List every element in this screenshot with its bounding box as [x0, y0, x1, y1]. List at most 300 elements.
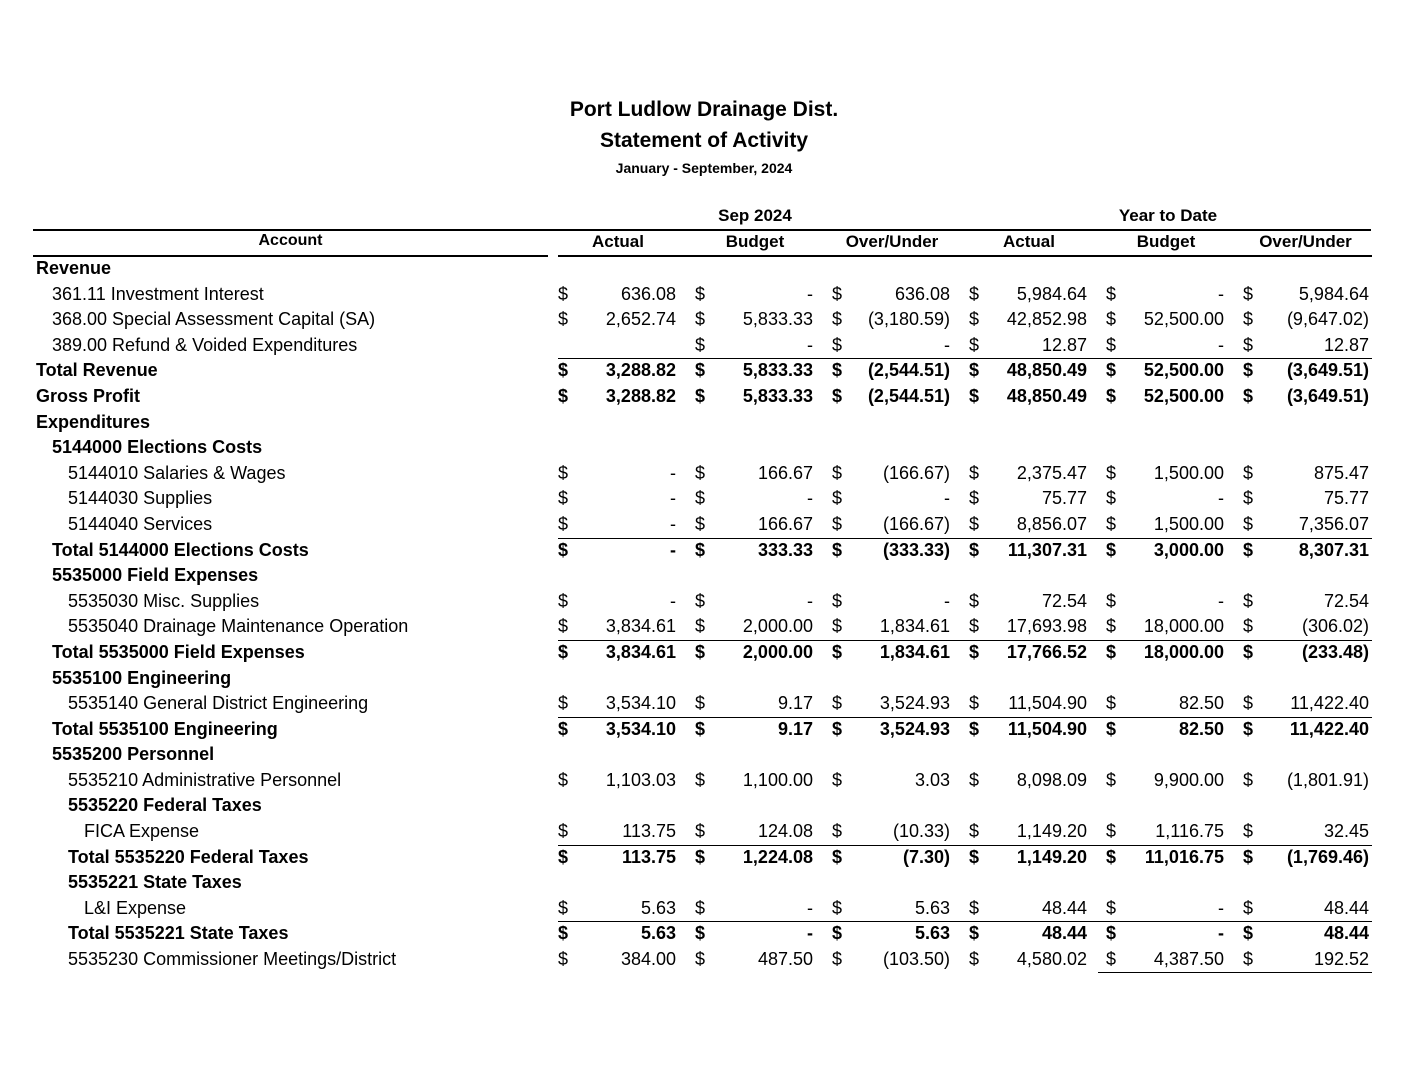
currency-symbol: $: [695, 309, 706, 330]
account-label: Revenue: [36, 258, 112, 278]
currency-symbol: $: [1106, 590, 1117, 611]
cell-month-actual: 3,834.61: [605, 641, 676, 662]
cell-month-actual: -: [670, 462, 676, 483]
currency-symbol: $: [1106, 360, 1117, 381]
currency-symbol: $: [1243, 949, 1254, 970]
account-label: Total 5535100 Engineering: [52, 718, 278, 739]
currency-symbol: $: [1243, 923, 1254, 944]
currency-symbol: $: [1243, 769, 1254, 790]
cell-ytd-actual: 5,984.64: [1016, 283, 1087, 304]
account-label: Expenditures: [36, 411, 151, 432]
cell-month-actual: 3,834.61: [605, 616, 676, 637]
cell-month-budget: -: [807, 923, 813, 944]
group-header-ytd: Year to Date: [1118, 206, 1218, 225]
currency-symbol: $: [1243, 462, 1254, 483]
currency-symbol: $: [695, 693, 706, 714]
cell-ytd-budget: 9,900.00: [1153, 769, 1224, 790]
cell-ytd-actual: 11,504.90: [1007, 718, 1087, 739]
cell-ytd-over-under: 75.77: [1323, 488, 1369, 509]
currency-symbol: $: [1106, 641, 1117, 662]
currency-symbol: $: [695, 590, 706, 611]
cell-month-actual: -: [670, 590, 676, 611]
account-label: 368.00 Special Assessment Capital (SA): [52, 309, 376, 330]
currency-symbol: $: [969, 385, 980, 406]
currency-symbol: $: [1106, 897, 1117, 918]
cell-month-budget: 1,100.00: [742, 769, 813, 790]
cell-month-actual: 1,103.03: [605, 769, 676, 790]
currency-symbol: $: [969, 539, 980, 560]
col-header-ytd-actual: Actual: [1003, 232, 1055, 251]
cell-month-budget: 1,224.08: [742, 846, 813, 867]
cell-ytd-actual: 8,098.09: [1016, 769, 1087, 790]
cell-ytd-budget: 1,500.00: [1153, 513, 1224, 534]
col-header-ytd-budget: Budget: [1136, 232, 1196, 251]
currency-symbol: $: [832, 616, 843, 637]
currency-symbol: $: [969, 616, 980, 637]
col-header-month-budget: Budget: [725, 232, 785, 251]
currency-symbol: $: [558, 616, 569, 637]
currency-symbol: $: [832, 718, 843, 739]
currency-symbol: $: [695, 283, 706, 304]
cell-month-actual: 3,534.10: [605, 693, 676, 714]
cell-month-actual: 2,652.74: [605, 309, 676, 330]
account-label: 5535030 Misc. Supplies: [68, 590, 260, 611]
currency-symbol: $: [695, 718, 706, 739]
cell-ytd-over-under: (1,769.46): [1286, 846, 1369, 867]
cell-ytd-over-under: 7,356.07: [1298, 513, 1369, 534]
cell-month-budget: 166.67: [757, 462, 813, 483]
table-row: [0, 589, 1408, 615]
currency-symbol: $: [1243, 641, 1254, 662]
currency-symbol: $: [1243, 693, 1254, 714]
cell-ytd-over-under: (233.48): [1301, 641, 1369, 662]
cell-month-budget: 2,000.00: [742, 641, 813, 662]
org-name: Port Ludlow Drainage Dist.: [569, 98, 839, 121]
currency-symbol: $: [969, 309, 980, 330]
subtotal-rule: [558, 538, 1372, 539]
cell-month-actual: 636.08: [620, 283, 676, 304]
currency-symbol: $: [832, 309, 843, 330]
currency-symbol: $: [832, 488, 843, 509]
currency-symbol: $: [1243, 488, 1254, 509]
currency-symbol: $: [695, 360, 706, 381]
cell-month-actual: 3,288.82: [605, 360, 676, 381]
cell-month-over-under: -: [944, 334, 950, 355]
cell-month-budget: 5,833.33: [742, 309, 813, 330]
cell-ytd-actual: 1,149.20: [1016, 846, 1087, 867]
currency-symbol: $: [558, 641, 569, 662]
cell-month-over-under: 5.63: [914, 897, 950, 918]
cell-ytd-over-under: (3,649.51): [1286, 360, 1369, 381]
section-header-row: [0, 666, 1408, 692]
cell-ytd-over-under: (1,801.91): [1286, 769, 1369, 790]
cell-month-over-under: (166.67): [882, 462, 950, 483]
cell-month-budget: 333.33: [757, 539, 813, 560]
subtotal-rule: [558, 640, 1372, 641]
currency-symbol: $: [969, 513, 980, 534]
cell-month-budget: -: [807, 488, 813, 509]
cell-month-budget: 5,833.33: [742, 385, 813, 406]
currency-symbol: $: [832, 846, 843, 867]
cell-month-budget: 9.17: [777, 718, 813, 739]
currency-symbol: $: [695, 385, 706, 406]
account-label: 361.11 Investment Interest: [52, 283, 264, 304]
account-label: L&I Expense: [84, 897, 187, 918]
cell-ytd-budget: 52,500.00: [1143, 385, 1224, 406]
currency-symbol: $: [1106, 513, 1117, 534]
cell-ytd-over-under: 11,422.40: [1289, 718, 1369, 739]
currency-symbol: $: [1243, 385, 1254, 406]
cell-month-over-under: 3.03: [914, 769, 950, 790]
currency-symbol: $: [1243, 283, 1254, 304]
header-rule: [33, 229, 1371, 231]
currency-symbol: $: [558, 718, 569, 739]
currency-symbol: $: [1106, 539, 1117, 560]
currency-symbol: $: [832, 821, 843, 842]
cell-month-over-under: 3,524.93: [879, 718, 950, 739]
account-label: Total 5144000 Elections Costs: [52, 539, 309, 560]
currency-symbol: $: [1106, 718, 1117, 739]
cell-ytd-over-under: 875.47: [1313, 462, 1369, 483]
cell-ytd-over-under: 192.52: [1313, 949, 1369, 970]
currency-symbol: $: [832, 385, 843, 406]
cell-month-over-under: (2,544.51): [867, 360, 950, 381]
currency-symbol: $: [558, 846, 569, 867]
cell-ytd-budget: 18,000.00: [1143, 616, 1224, 637]
cell-ytd-budget: 3,000.00: [1153, 539, 1224, 560]
cell-ytd-over-under: (9,647.02): [1286, 309, 1369, 330]
cell-ytd-over-under: (3,649.51): [1286, 385, 1369, 406]
currency-symbol: $: [969, 283, 980, 304]
cell-ytd-actual: 11,307.31: [1007, 539, 1087, 560]
section-header-row: [0, 410, 1408, 436]
cell-month-actual: 384.00: [620, 949, 676, 970]
account-label: Total Revenue: [36, 360, 158, 381]
total-row: [0, 845, 1408, 871]
table-row: [0, 333, 1408, 359]
cell-month-budget: -: [807, 897, 813, 918]
cell-ytd-over-under: 8,307.31: [1298, 539, 1369, 560]
cell-ytd-actual: 17,766.52: [1006, 641, 1087, 662]
currency-symbol: $: [1106, 846, 1117, 867]
currency-symbol: $: [695, 923, 706, 944]
currency-symbol: $: [1106, 693, 1117, 714]
currency-symbol: $: [1243, 821, 1254, 842]
subtotal-rule: [558, 717, 1372, 718]
cell-month-actual: 3,288.82: [605, 385, 676, 406]
currency-symbol: $: [969, 846, 980, 867]
table-row: [0, 512, 1408, 538]
currency-symbol: $: [558, 283, 569, 304]
currency-symbol: $: [558, 897, 569, 918]
cell-month-budget: 487.50: [757, 949, 813, 970]
cell-month-over-under: (3,180.59): [867, 309, 950, 330]
currency-symbol: $: [558, 385, 569, 406]
cell-ytd-actual: 2,375.47: [1016, 462, 1087, 483]
cell-month-over-under: -: [944, 590, 950, 611]
cell-month-actual: -: [670, 513, 676, 534]
account-label: 5535221 State Taxes: [68, 872, 242, 893]
currency-symbol: $: [695, 641, 706, 662]
section-header-row: [0, 793, 1408, 819]
section-header-row: [0, 563, 1408, 589]
cell-month-over-under: (103.50): [882, 949, 950, 970]
currency-symbol: $: [558, 693, 569, 714]
cell-ytd-actual: 72.54: [1041, 590, 1087, 611]
cell-ytd-budget: 1,116.75: [1155, 821, 1224, 842]
table-row: [0, 896, 1408, 922]
section-header-row: [0, 435, 1408, 461]
cell-ytd-over-under: 5,984.64: [1298, 283, 1369, 304]
cell-month-budget: 9.17: [777, 693, 813, 714]
cell-month-over-under: 3,524.93: [879, 693, 950, 714]
currency-symbol: $: [832, 590, 843, 611]
cell-ytd-actual: 48.44: [1041, 897, 1087, 918]
cell-month-over-under: (10.33): [892, 821, 950, 842]
currency-symbol: $: [832, 513, 843, 534]
cell-ytd-budget: -: [1218, 590, 1224, 611]
currency-symbol: $: [832, 949, 843, 970]
table-row: [0, 282, 1408, 308]
currency-symbol: $: [832, 693, 843, 714]
cell-month-budget: 2,000.00: [742, 616, 813, 637]
cell-month-actual: 5.63: [640, 897, 676, 918]
currency-symbol: $: [695, 846, 706, 867]
cell-month-over-under: (7.30): [902, 846, 950, 867]
currency-symbol: $: [695, 616, 706, 637]
cell-month-actual: 113.75: [622, 821, 676, 842]
currency-symbol: $: [1106, 769, 1117, 790]
currency-symbol: $: [558, 539, 569, 560]
currency-symbol: $: [1106, 616, 1117, 637]
col-header-account: Account: [258, 232, 323, 249]
table-row: [0, 461, 1408, 487]
col-header-month-over-under: Over/Under: [845, 232, 939, 251]
table-row: [0, 768, 1408, 794]
currency-symbol: $: [1243, 897, 1254, 918]
cell-ytd-budget: -: [1218, 897, 1224, 918]
currency-symbol: $: [695, 897, 706, 918]
currency-symbol: $: [558, 923, 569, 944]
cell-month-budget: -: [807, 334, 813, 355]
currency-symbol: $: [1106, 488, 1117, 509]
account-label: 5535220 Federal Taxes: [68, 795, 262, 816]
cell-ytd-budget: 18,000.00: [1143, 641, 1224, 662]
cell-ytd-actual: 4,580.02: [1016, 949, 1087, 970]
currency-symbol: $: [969, 693, 980, 714]
currency-symbol: $: [695, 949, 706, 970]
currency-symbol: $: [695, 462, 706, 483]
cell-month-budget: 166.67: [757, 513, 813, 534]
cell-ytd-budget: 1,500.00: [1153, 462, 1224, 483]
cell-ytd-actual: 48,850.49: [1006, 385, 1087, 406]
currency-symbol: $: [832, 462, 843, 483]
currency-symbol: $: [969, 821, 980, 842]
currency-symbol: $: [832, 641, 843, 662]
account-label: FICA Expense: [84, 821, 200, 842]
currency-symbol: $: [558, 769, 569, 790]
account-label: 5144010 Salaries & Wages: [68, 462, 286, 483]
cell-month-actual: -: [670, 488, 676, 509]
currency-symbol: $: [1106, 385, 1117, 406]
table-row: [0, 384, 1408, 410]
account-label: 5144000 Elections Costs: [52, 437, 263, 458]
currency-symbol: $: [558, 513, 569, 534]
section-header-row: [0, 870, 1408, 896]
cell-ytd-actual: 48,850.49: [1006, 360, 1087, 381]
currency-symbol: $: [832, 923, 843, 944]
currency-symbol: $: [1243, 616, 1254, 637]
cell-month-budget: -: [807, 590, 813, 611]
cell-month-over-under: 1,834.61: [879, 616, 950, 637]
table-row: [0, 307, 1408, 333]
cell-month-actual: 3,534.10: [605, 718, 676, 739]
report-period: January - September, 2024: [615, 160, 793, 176]
total-row: [0, 538, 1408, 564]
account-label: 5144040 Services: [68, 513, 213, 534]
account-label: 5535210 Administrative Personnel: [68, 769, 342, 790]
cell-ytd-budget: -: [1218, 923, 1224, 944]
cell-ytd-budget: 11,016.75: [1144, 846, 1224, 867]
cell-month-over-under: -: [944, 488, 950, 509]
cell-month-over-under: (333.33): [882, 539, 950, 560]
cell-ytd-over-under: 12.87: [1323, 334, 1369, 355]
cell-ytd-actual: 12.87: [1041, 334, 1087, 355]
total-row: [0, 358, 1408, 384]
cell-ytd-budget: -: [1218, 488, 1224, 509]
currency-symbol: $: [1106, 923, 1117, 944]
currency-symbol: $: [695, 334, 706, 355]
currency-symbol: $: [832, 539, 843, 560]
table-row: [0, 614, 1408, 640]
currency-symbol: $: [1243, 718, 1254, 739]
statement-table: [0, 256, 1408, 973]
column-headers: [0, 232, 1408, 256]
currency-symbol: $: [558, 821, 569, 842]
cell-ytd-over-under: 11,422.40: [1290, 693, 1369, 714]
cell-month-budget: 5,833.33: [742, 360, 813, 381]
currency-symbol: $: [969, 897, 980, 918]
currency-symbol: $: [832, 897, 843, 918]
currency-symbol: $: [969, 462, 980, 483]
table-row: [0, 947, 1408, 973]
account-label: 5535000 Field Expenses: [52, 565, 259, 586]
currency-symbol: $: [558, 360, 569, 381]
col-header-month-actual: Actual: [592, 232, 644, 251]
currency-symbol: $: [695, 513, 706, 534]
currency-symbol: $: [969, 923, 980, 944]
currency-symbol: $: [695, 821, 706, 842]
total-row: [0, 717, 1408, 743]
cell-ytd-over-under: 32.45: [1323, 821, 1369, 842]
currency-symbol: $: [969, 360, 980, 381]
account-label: Total 5535000 Field Expenses: [52, 641, 305, 662]
account-label: Gross Profit: [36, 385, 141, 406]
table-row: [0, 819, 1408, 845]
currency-symbol: $: [1243, 590, 1254, 611]
account-label: 5535200 Personnel: [52, 744, 215, 765]
currency-symbol: $: [1106, 309, 1117, 330]
cell-ytd-over-under: (306.02): [1301, 616, 1369, 637]
currency-symbol: $: [695, 539, 706, 560]
currency-symbol: $: [1106, 283, 1117, 304]
currency-symbol: $: [1243, 513, 1254, 534]
cell-ytd-actual: 75.77: [1041, 488, 1087, 509]
cell-ytd-actual: 8,856.07: [1016, 513, 1087, 534]
cell-ytd-budget: 52,500.00: [1143, 360, 1224, 381]
cell-month-over-under: (2,544.51): [867, 385, 950, 406]
table-row: [0, 691, 1408, 717]
cell-ytd-budget: -: [1218, 283, 1224, 304]
currency-symbol: $: [1106, 949, 1117, 970]
currency-symbol: $: [1106, 821, 1117, 842]
currency-symbol: $: [695, 488, 706, 509]
table-row: [0, 486, 1408, 512]
cell-month-over-under: 636.08: [894, 283, 950, 304]
currency-symbol: $: [1106, 462, 1117, 483]
cell-ytd-budget: 4,387.50: [1153, 949, 1224, 970]
cell-month-over-under: (166.67): [882, 513, 950, 534]
cell-ytd-budget: 52,500.00: [1143, 309, 1224, 330]
cell-ytd-budget: 82.50: [1178, 693, 1224, 714]
section-header-row: [0, 742, 1408, 768]
currency-symbol: $: [832, 769, 843, 790]
currency-symbol: $: [558, 462, 569, 483]
cell-ytd-over-under: 48.44: [1323, 923, 1369, 944]
currency-symbol: $: [832, 360, 843, 381]
currency-symbol: $: [1243, 846, 1254, 867]
total-row: [0, 921, 1408, 947]
report-title: Statement of Activity: [599, 129, 809, 152]
account-label: Total 5535220 Federal Taxes: [68, 846, 309, 867]
cell-ytd-actual: 17,693.98: [1006, 616, 1087, 637]
currency-symbol: $: [558, 309, 569, 330]
currency-symbol: $: [969, 718, 980, 739]
cell-month-actual: 5.63: [640, 923, 676, 944]
currency-symbol: $: [969, 769, 980, 790]
cell-month-actual: -: [670, 539, 676, 560]
account-label: 5535140 General District Engineering: [68, 693, 369, 714]
col-header-ytd-over-under: Over/Under: [1259, 232, 1352, 251]
cell-ytd-over-under: 72.54: [1323, 590, 1369, 611]
account-label: 5535040 Drainage Maintenance Operation: [68, 616, 409, 637]
currency-symbol: $: [1243, 539, 1254, 560]
cell-month-budget: -: [807, 283, 813, 304]
total-row: [0, 640, 1408, 666]
cell-ytd-over-under: 48.44: [1323, 897, 1369, 918]
account-label: 5535100 Engineering: [52, 667, 232, 688]
subtotal-rule: [558, 358, 1372, 359]
currency-symbol: $: [969, 949, 980, 970]
cell-ytd-actual: 48.44: [1041, 923, 1087, 944]
cell-month-actual: 113.75: [621, 846, 676, 867]
currency-symbol: $: [558, 488, 569, 509]
account-label: 389.00 Refund & Voided Expenditures: [52, 334, 358, 355]
currency-symbol: $: [1106, 334, 1117, 355]
cell-month-over-under: 5.63: [914, 923, 950, 944]
cell-ytd-budget: -: [1218, 334, 1224, 355]
cell-month-budget: 124.08: [757, 821, 813, 842]
currency-symbol: $: [832, 334, 843, 355]
subtotal-rule: [558, 921, 1372, 922]
cell-ytd-actual: 11,504.90: [1008, 693, 1087, 714]
currency-symbol: $: [1243, 360, 1254, 381]
group-header-month: Sep 2024: [718, 206, 792, 225]
ytd-underline: [1098, 972, 1372, 973]
account-label: 5535230 Commissioner Meetings/District: [68, 949, 397, 970]
currency-symbol: $: [969, 488, 980, 509]
currency-symbol: $: [969, 334, 980, 355]
